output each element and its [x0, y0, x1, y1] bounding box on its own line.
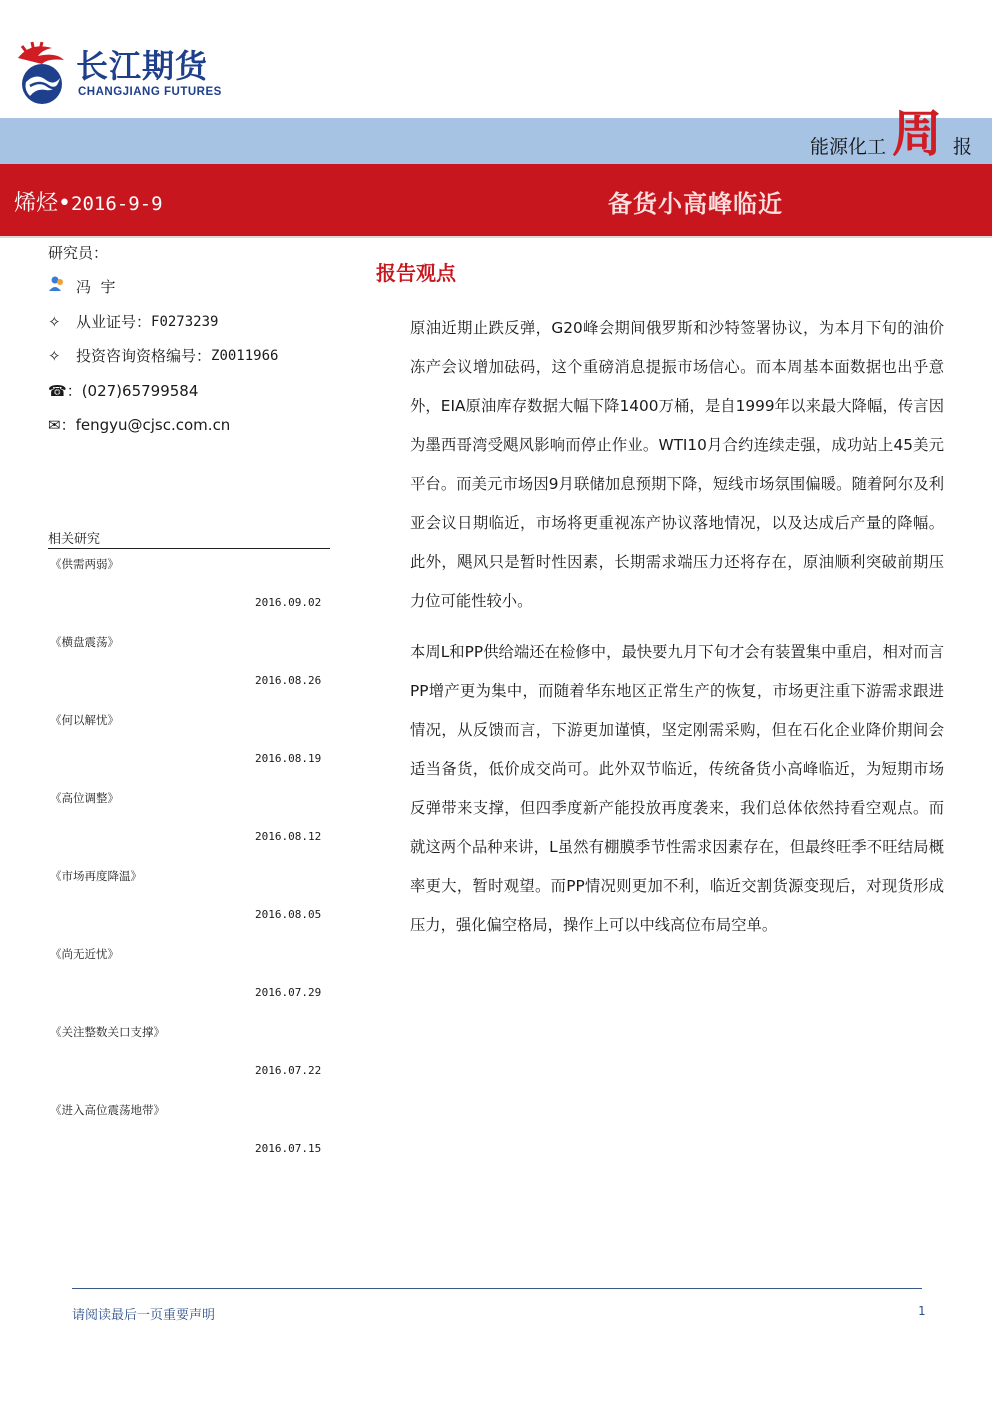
researcher-label: 研究员：	[48, 244, 109, 262]
related-item-date: 2016.07.22	[255, 1064, 322, 1077]
related-research-title: 相关研究	[48, 528, 330, 549]
diamond-bullet-icon: ✧	[48, 312, 61, 331]
section-title: 报告观点	[376, 261, 456, 285]
license-number: F0273239	[151, 313, 219, 330]
related-item-date: 2016.07.15	[255, 1142, 322, 1155]
paragraph-text: 原油近期止跌反弹，G20峰会期间俄罗斯和沙特签署协议，为本月下旬的油价冻产会议增加砝码，这个重磅消息提振市场信心。而本周基本面数据也出乎意外，EIA原油库存数据大幅下降1400万桶，是自1999年以来最大降幅，传言因为墨西哥湾受飓风影响而停止作业。WTI10月合约连续走强，成功站上45美元平台。而美元市场因9月联储加息预期下降，短线市场氛围偏暖。随着阿尔及利亚会议日期临近，市场将更重视冻产协议落地情况，以及达成后产量的降幅。此外，飓风只是暂时性因素，长期需求端压力还将存在，原油顺利突破前期压力位可能性较小。	[410, 319, 944, 610]
report-title: 备货小高峰临近	[608, 190, 783, 218]
consult-row	[48, 345, 278, 366]
dragon-wave-logo-icon	[12, 40, 70, 106]
related-item-title[interactable]: 《何以解忧》	[50, 713, 119, 727]
researcher-name-row	[48, 275, 116, 297]
diamond-bullet-icon: ✧	[48, 346, 61, 365]
related-item-date: 2016.08.05	[255, 908, 322, 921]
report-suffix: 报	[952, 136, 972, 158]
phone-row	[48, 380, 198, 401]
related-item-title[interactable]: 《供需两弱》	[50, 557, 119, 571]
related-item-title[interactable]: 《高位调整》	[50, 791, 119, 805]
report-date: 2016-9-9	[71, 193, 163, 215]
researcher-name: 冯 宇	[76, 277, 116, 296]
related-item-title[interactable]: 《横盘震荡》	[50, 635, 119, 649]
category-label: 烯烃	[14, 191, 59, 216]
category-date	[14, 186, 163, 217]
email-row	[48, 414, 230, 435]
logo-english-name: CHANGJIANG FUTURES	[78, 86, 222, 98]
body-paragraph-1	[410, 309, 944, 621]
related-item-title[interactable]: 《尚无近忧》	[50, 947, 119, 961]
related-item-date: 2016.08.26	[255, 674, 322, 687]
related-item-title[interactable]: 《进入高位震荡地带》	[50, 1103, 165, 1117]
logo-chinese-name: 长江期货	[76, 47, 209, 85]
person-icon	[48, 275, 76, 297]
paragraph-text: 本周L和PP供给端还在检修中，最快要九月下旬才会有装置集中重启，相对而言PP增产更为集中，而随着华东地区正常生产的恢复，市场更注重下游需求跟进情况，从反馈而言，下游更加谨慎，坚定刚需采购，但在石化企业降价期间会适当备货，低价成交尚可。此外双节临近，传统备货小高峰临近，为短期市场反弹带来支撑，但四季度新产能投放再度袭来，我们总体依然持看空观点。而就这两个品种来讲，L虽然有棚膜季节性需求因素存在，但最终旺季不旺结局概率更大，暂时观望。而PP情况则更加不利，临近交割货源变现后，对现货形成压力，强化偏空格局，操作上可以中线高位布局空单。	[410, 643, 944, 934]
company-logo	[12, 40, 252, 110]
license-label: 从业证号：	[76, 313, 152, 331]
related-item-date: 2016.08.12	[255, 830, 322, 843]
footer-divider	[72, 1288, 922, 1289]
disclaimer-note[interactable]: 请阅读最后一页重要声明	[72, 1308, 216, 1323]
phone-label: ：	[66, 382, 82, 400]
report-weekly-glyph: 周	[892, 104, 942, 163]
consult-number: Z0011966	[211, 347, 279, 364]
separator: •	[58, 191, 71, 216]
phone-number[interactable]: (027)65799584	[81, 381, 199, 400]
related-item-title[interactable]: 《关注整数关口支撑》	[50, 1025, 165, 1039]
page-number: 1	[918, 1304, 926, 1318]
email-label: ：	[60, 416, 76, 434]
license-row	[48, 311, 218, 332]
consult-label: 投资咨询资格编号：	[76, 347, 212, 365]
related-item-title[interactable]: 《市场再度降温》	[50, 869, 142, 883]
divider	[0, 236, 992, 238]
related-item-date: 2016.07.29	[255, 986, 322, 999]
phone-icon: ☎	[48, 381, 67, 400]
related-item-date: 2016.09.02	[255, 596, 322, 609]
email-link[interactable]: fengyu@cjsc.com.cn	[75, 415, 231, 434]
body-paragraph-2	[410, 633, 944, 945]
envelope-icon: ✉	[48, 415, 61, 434]
related-item-date: 2016.08.19	[255, 752, 322, 765]
report-type-label: 能源化工	[809, 136, 886, 158]
